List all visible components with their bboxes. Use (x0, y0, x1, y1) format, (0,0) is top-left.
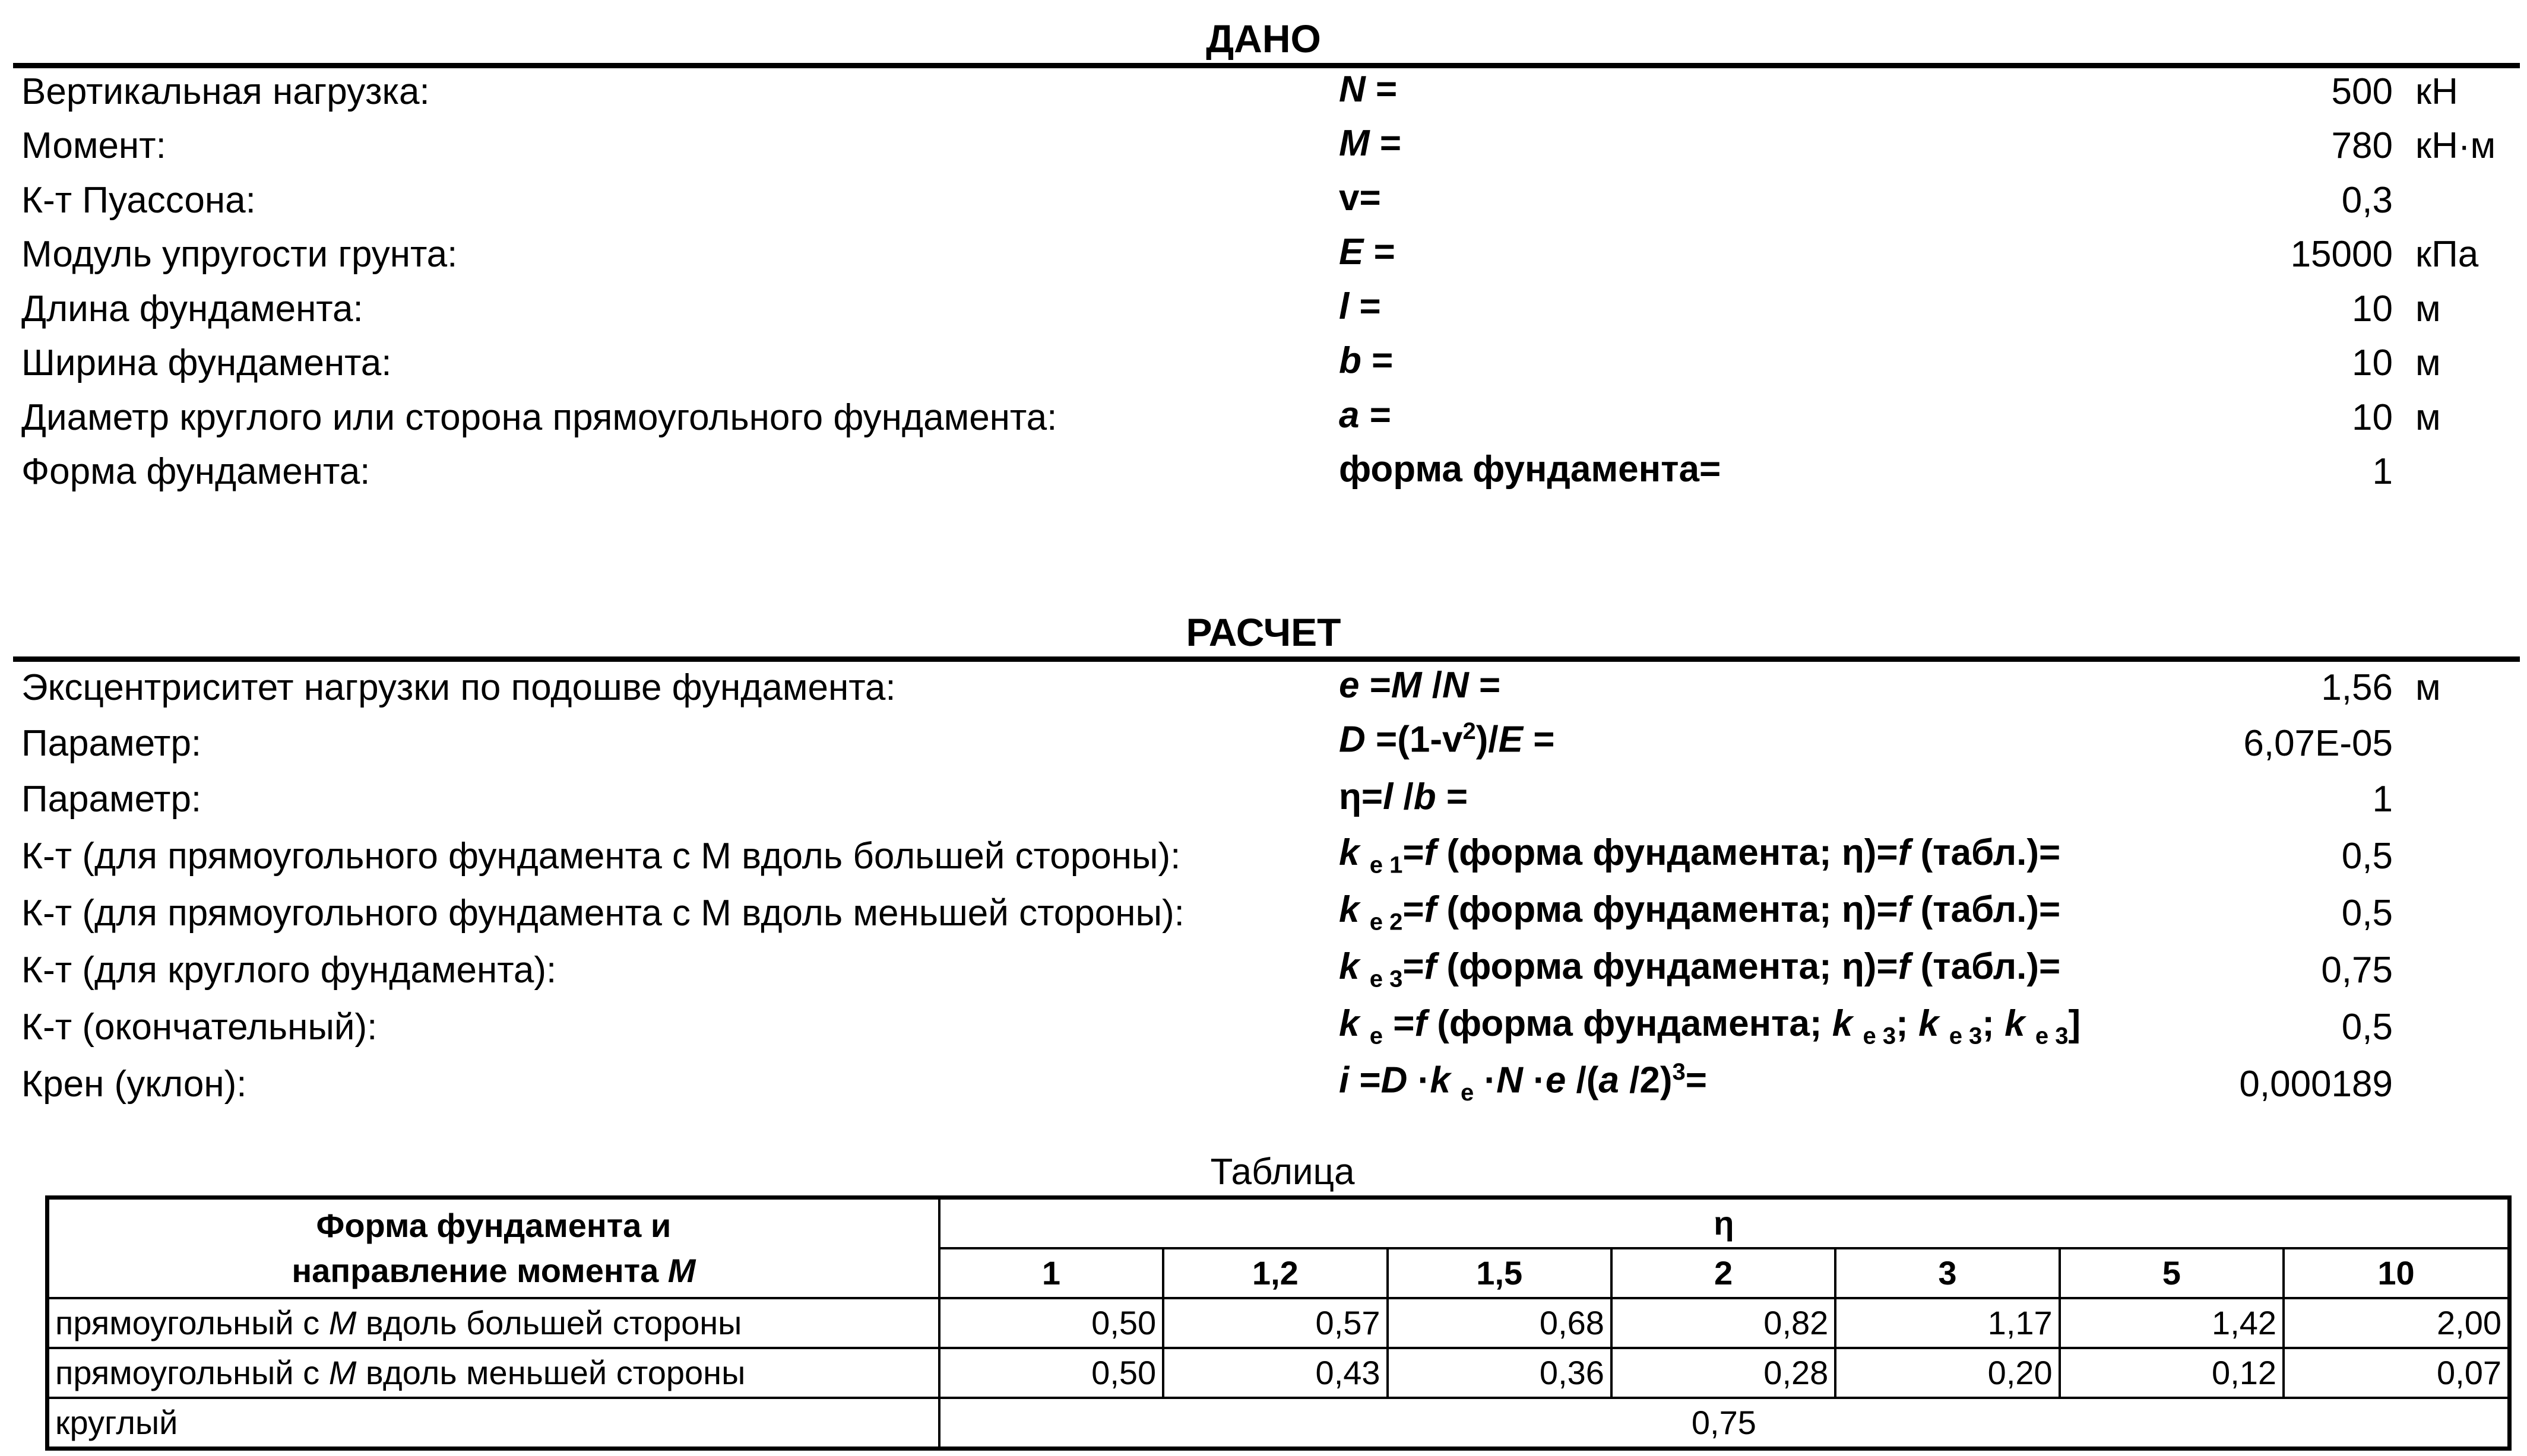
table-cell: 0,50 (939, 1298, 1163, 1348)
table-cell: 0,20 (1835, 1348, 2059, 1398)
given-formula-modulus (1339, 231, 1395, 272)
table-row (48, 1298, 2510, 1348)
given-formula-width (1339, 342, 1393, 379)
symbol-v: v (1339, 177, 1360, 218)
table-header-eta-value: 1,5 (1388, 1248, 1611, 1298)
given-value-shape: 1 (2372, 451, 2393, 492)
table-row (48, 1348, 2510, 1398)
calc-label-ke1: К-т (для прямоугольного фундамента с М вдоль большей стороны): (21, 836, 1181, 877)
calc-label-ke3: К-т (для круглого фундамента): (21, 950, 557, 991)
calc-formula-ke-final: k $_e$ =f (форма фундамента; k $_{e 3}$; k $_{e 3}$; k $_{e 3}$] (1339, 1005, 2081, 1048)
table-cell: 0,12 (2060, 1348, 2284, 1398)
table-header-eta-value: 3 (1835, 1248, 2059, 1298)
table-cell: 0,07 (2284, 1348, 2509, 1398)
calc-value-tilt: 0,000189 (2239, 1064, 2393, 1105)
table-row-label: прямоугольный с M вдоль большей стороны (48, 1298, 939, 1348)
eq-sign: = (1363, 231, 1395, 272)
calc-value-ke-final: 0,5 (2341, 1007, 2393, 1048)
table-header-shape-line2: направление момента M (292, 1252, 696, 1289)
given-unit-length: м (2415, 288, 2441, 329)
symbol-m: M (1339, 123, 1370, 164)
calc-formula-ke1: k $_{e 1}$=f (форма фундамента; η)=f (табл.)= (1339, 832, 2061, 878)
calc-formula-tilt: i =D ·k $_e$ ·N ·e /(a /2)$^3$= (1339, 1059, 1707, 1106)
given-unit-diameter: м (2415, 397, 2441, 438)
given-label-width: Ширина фундамента: (21, 342, 392, 383)
eq-sign: = (1365, 69, 1398, 110)
table-cell: 0,82 (1611, 1298, 1835, 1348)
table-header-eta: η (939, 1198, 2510, 1249)
calc-formula-ke3: k $_{e 3}$=f (форма фундамента; η)=f (табл.)= (1339, 946, 2061, 992)
given-section-title: ДАНО (1206, 17, 1321, 61)
calc-value-param-d: 6,07E-05 (2243, 723, 2393, 764)
calc-label-param-d: Параметр: (21, 723, 202, 764)
calc-formula-param-eta: η=l /b = (1339, 776, 1468, 817)
eq-sign: = (1359, 395, 1391, 436)
table-cell: 0,43 (1163, 1348, 1387, 1398)
given-value-load: 500 (2331, 71, 2393, 112)
table-cell: 0,68 (1388, 1298, 1611, 1348)
table-cell-round: 0,75 (939, 1398, 2510, 1449)
calc-label-tilt: Крен (уклон): (21, 1064, 247, 1105)
calc-formula-ke2: k $_{e 2}$=f (форма фундамента; η)=f (табл.)= (1339, 889, 2061, 935)
table-cell: 1,17 (1835, 1298, 2059, 1348)
table-cell: 2,00 (2284, 1298, 2509, 1348)
table-header-eta-value: 1 (939, 1248, 1163, 1298)
eq-sign: = (1349, 286, 1381, 327)
given-value-moment: 780 (2331, 125, 2393, 166)
calc-formula-param-d: $D =(1-v^2)/E$ = (1339, 718, 1555, 760)
given-formula-moment (1339, 125, 1401, 162)
table-header-eta-value: 2 (1611, 1248, 1835, 1298)
table-header-eta-value: 10 (2284, 1248, 2509, 1298)
given-formula-length (1339, 288, 1381, 325)
symbol-b: b (1339, 340, 1361, 381)
calc-label-eccentricity: Эксцентриситет нагрузки по подошве фундамента: (21, 667, 896, 708)
given-label-length: Длина фундамента: (21, 288, 363, 329)
table-cell: 0,57 (1163, 1298, 1387, 1348)
table-caption: Таблица (1210, 1152, 1355, 1192)
calc-section-title: РАСЧЕТ (1186, 610, 1341, 654)
coefficient-table (45, 1195, 2512, 1451)
table-row-label: круглый (48, 1398, 939, 1449)
calc-value-ke1: 0,5 (2341, 836, 2393, 877)
given-unit-width: м (2415, 342, 2441, 383)
eq-sign: = (1369, 123, 1402, 164)
given-unit-moment: кН·м (2415, 125, 2496, 166)
given-value-diameter: 10 (2352, 397, 2393, 438)
given-formula-shape: форма фундамента= (1339, 449, 1721, 490)
symbol-a: a (1339, 395, 1360, 436)
table-cell: 1,42 (2060, 1298, 2284, 1348)
given-label-modulus: Модуль упругости грунта: (21, 234, 458, 275)
given-label-moment: Момент: (21, 125, 166, 166)
table-header-eta-value: 1,2 (1163, 1248, 1387, 1298)
calc-value-ke2: 0,5 (2341, 893, 2393, 934)
given-unit-modulus: кПа (2415, 234, 2479, 275)
symbol-e: E (1339, 231, 1364, 272)
given-unit-load: кН (2415, 71, 2458, 112)
table-cell: 0,28 (1611, 1348, 1835, 1398)
calc-title-rule (13, 656, 2520, 662)
table-header-shape (48, 1198, 939, 1299)
eq-sign: = (1359, 177, 1381, 218)
given-label-poisson: К-т Пуассона: (21, 180, 256, 221)
given-value-width: 10 (2352, 342, 2393, 383)
given-formula-diameter (1339, 397, 1391, 434)
table-header-eta-value: 5 (2060, 1248, 2284, 1298)
calc-unit-eccentricity: м (2415, 667, 2441, 708)
given-value-poisson: 0,3 (2341, 180, 2393, 221)
calc-value-param-eta: 1 (2372, 779, 2393, 820)
calc-value-ke3: 0,75 (2321, 950, 2393, 991)
calc-value-eccentricity: 1,56 (2321, 667, 2393, 708)
given-formula-poisson (1339, 177, 1381, 218)
given-label-shape: Форма фундамента: (21, 451, 370, 492)
given-title-rule (13, 63, 2520, 68)
table-cell: 0,36 (1388, 1348, 1611, 1398)
symbol-n: N (1339, 69, 1366, 110)
calc-label-ke2: К-т (для прямоугольного фундамента с М вдоль меньшей стороны): (21, 893, 1185, 934)
symbol-l: l (1339, 286, 1350, 327)
calc-formula-eccentricity: e =M /N = (1339, 665, 1501, 706)
table-row (48, 1398, 2510, 1449)
eq-sign: = (1361, 340, 1394, 381)
table-cell: 0,50 (939, 1348, 1163, 1398)
given-label-diameter: Диаметр круглого или сторона прямоугольного фундамента: (21, 397, 1057, 438)
table-row-label: прямоугольный с M вдоль меньшей стороны (48, 1348, 939, 1398)
given-formula-load (1339, 71, 1397, 108)
table-header-shape-line1: Форма фундамента и (316, 1207, 672, 1244)
calc-label-param-eta: Параметр: (21, 779, 202, 820)
symbol-m: M (667, 1252, 696, 1289)
given-value-length: 10 (2352, 288, 2393, 329)
calc-label-ke-final: К-т (окончательный): (21, 1007, 378, 1048)
given-value-modulus: 15000 (2290, 234, 2393, 275)
given-label-load: Вертикальная нагрузка: (21, 71, 430, 112)
